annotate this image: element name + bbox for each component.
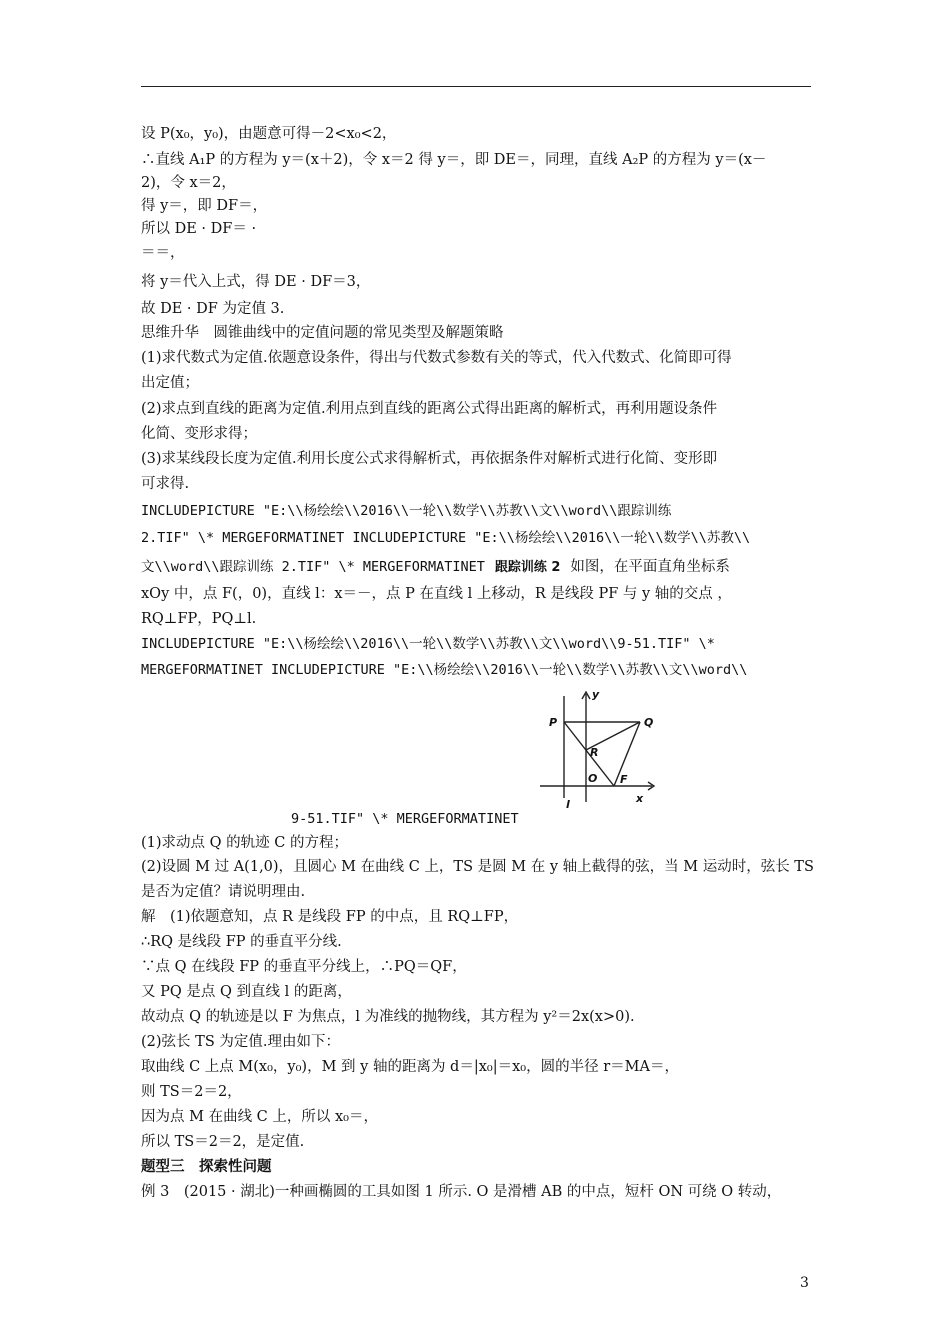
label-O: O [588,772,598,785]
label-l: l [566,798,570,810]
text-line: ∴RQ 是线段 FP 的垂直平分线. [141,934,342,950]
text-line: 是否为定值？请说明理由. [141,884,306,900]
text-line: RQ⊥FP，PQ⊥l. [141,611,257,627]
page-number: 3 [800,1275,809,1291]
field-code-line [141,557,730,578]
text-line: 又 PQ 是点 Q 到直线 l 的距离， [141,984,352,1000]
text-line: 可求得. [141,476,190,492]
text-line: 化简、变形求得； [141,426,257,442]
text-line: (2)求点到直线的距离为定值.利用点到直线的距离公式得出距离的解析式，再利用题设条件 [141,401,718,417]
text-line: ＝＝， [141,245,185,261]
label-x: x [636,792,644,805]
text-line: 取曲线 C 上点 M(x₀，y₀)，M 到 y 轴的距离为 d＝|x₀|＝x₀，圆的半径 r＝MA＝， [141,1059,679,1075]
text-line: 思维升华 圆锥曲线中的定值问题的常见类型及解题策略 [141,325,504,341]
text-line: 故 DE · DF 为定值 3. [141,301,285,317]
field-code-line: 9-51.TIF" \* MERGEFORMATINET [291,811,519,827]
field-code-line: INCLUDEPICTURE "E:\\杨绘绘\\2016\\一轮\\数学\\苏教\\文\\word\\跟踪训练 [141,503,672,519]
field-code-line: INCLUDEPICTURE "E:\\杨绘绘\\2016\\一轮\\数学\\苏教\\文\\word\\9-51.TIF" \* [141,636,715,652]
text-line: 设 P(x₀，y₀)，由题意可得－2<x₀<2， [141,126,397,142]
text-line: (3)求某线段长度为定值.利用长度公式求得解析式，再依据条件对解析式进行化简、变形即 [141,451,718,467]
label-Q: Q [644,716,654,729]
text-line: 所以 TS＝2＝2，是定值. [141,1134,305,1150]
text-line: (1)求动点 Q 的轨迹 C 的方程； [141,835,348,851]
field-code-line: MERGEFORMATINET INCLUDEPICTURE "E:\\杨绘绘\\2016\\一轮\\数学\\苏教\\文\\word\\ [141,662,748,678]
label-y: y [592,688,600,701]
geometry-figure [540,686,660,810]
text-line: 例 3 (2015 · 湖北)一种画椭圆的工具如图 1 所示. O 是滑槽 AB 的中点，短杆 ON 可绕 O 转动， [141,1184,782,1200]
field-code-line: 2.TIF" \* MERGEFORMATINET INCLUDEPICTURE "E:\\杨绘绘\\2016\\一轮\\数学\\苏教\\ [141,530,751,546]
section-heading: 题型三 探索性问题 [141,1159,272,1175]
header-rule [141,86,811,87]
text-line: 则 TS＝2＝2， [141,1084,242,1100]
text-line: 2)，令 x＝2， [141,175,236,191]
text-line: 得 y＝，即 DF＝， [141,198,268,214]
practice-badge: 跟踪训练 2 [494,560,561,575]
text-line: ∴直线 A₁P 的方程为 y＝(x＋2)，令 x＝2 得 y＝，即 DE＝，同理，直线 A₂P 的方程为 y＝(x－ [141,152,767,168]
text-line: 将 y＝代入上式，得 DE · DF＝3， [141,274,371,290]
text-line: 因为点 M 在曲线 C 上，所以 x₀＝， [141,1109,378,1125]
text-line: 出定值； [141,375,199,391]
text-line: 解 (1)依题意知，点 R 是线段 FP 的中点，且 RQ⊥FP， [141,909,519,925]
label-R: R [590,746,599,759]
text-line: (2)设圆 M 过 A(1,0)，且圆心 M 在曲线 C 上，TS 是圆 M 在 y 轴上截得的弦，当 M 运动时，弦长 TS [141,859,814,875]
text-line: xOy 中，点 F(，0)，直线 l：x＝－，点 P 在直线 l 上移动，R 是线段 PF 与 y 轴的交点 ， [141,586,732,602]
label-P: P [549,716,558,729]
field-code-text: 文\\word\\跟踪训练 2.TIF" \* MERGEFORMATINET [141,559,485,575]
text-line: 故动点 Q 的轨迹是以 F 为焦点，l 为准线的抛物线，其方程为 y²＝2x(x>0). [141,1009,635,1025]
text-line: ∵点 Q 在线段 FP 的垂直平分线上，∴PQ＝QF， [141,959,467,975]
label-F: F [620,773,628,786]
problem-intro: 如图，在平面直角坐标系 [570,559,730,575]
text-line: 所以 DE · DF＝ · [141,221,257,237]
text-line: (1)求代数式为定值.依题意设条件，得出与代数式参数有关的等式，代入代数式、化简即可得 [141,350,732,366]
text-line: (2)弦长 TS 为定值.理由如下： [141,1034,340,1050]
